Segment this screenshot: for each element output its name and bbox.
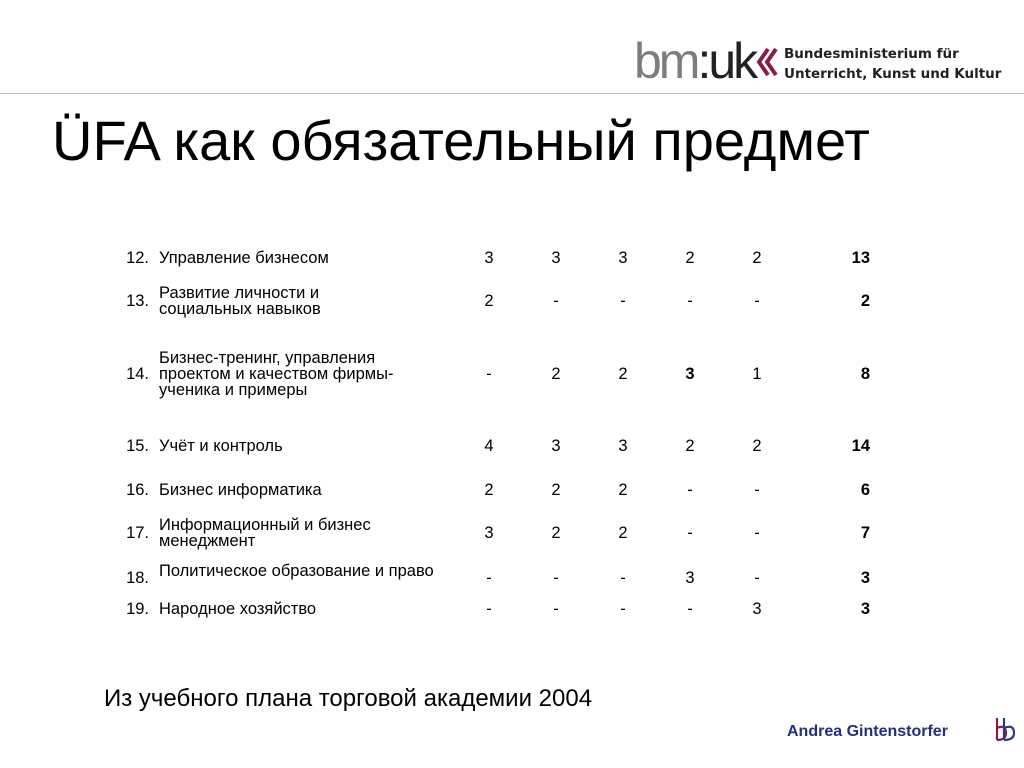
author-name: Andrea Gintenstorfer bbox=[787, 723, 948, 740]
hours-year-1: 3 bbox=[484, 524, 494, 542]
subject-name: Бизнес информатика bbox=[159, 481, 322, 499]
ministry-logo bbox=[628, 33, 1002, 89]
hours-year-1: 4 bbox=[484, 437, 494, 455]
hours-year-5: 2 bbox=[752, 437, 762, 455]
hours-year-3: - bbox=[620, 600, 626, 618]
hours-total: 8 bbox=[860, 365, 870, 383]
hours-year-5: - bbox=[754, 569, 760, 587]
hours-total: 13 bbox=[851, 249, 870, 267]
hours-year-2: - bbox=[553, 292, 559, 310]
hours-year-2: 2 bbox=[551, 524, 561, 542]
hours-year-4: 2 bbox=[685, 249, 695, 267]
hours-year-3: 3 bbox=[618, 437, 628, 455]
hours-year-3: 2 bbox=[618, 524, 628, 542]
hours-year-2: - bbox=[553, 600, 559, 618]
hours-year-2: 2 bbox=[551, 481, 561, 499]
hours-year-2: - bbox=[553, 569, 559, 587]
hours-year-5: - bbox=[754, 481, 760, 499]
subject-name: Информационный и бизнес менеджмент bbox=[159, 516, 371, 550]
hours-year-2: 3 bbox=[551, 437, 561, 455]
logo-wordmark: bm:uk bbox=[634, 33, 756, 89]
hours-year-2: 3 bbox=[551, 249, 561, 267]
hours-year-1: - bbox=[486, 569, 492, 587]
hours-year-5: - bbox=[754, 524, 760, 542]
logo-text: Bundesministerium für Unterricht, Kunst und Kultur bbox=[784, 46, 1002, 82]
hours-total: 2 bbox=[860, 292, 870, 310]
subject-name: Развитие личности и социальных навыков bbox=[159, 284, 321, 318]
hours-year-5: 1 bbox=[752, 365, 762, 383]
row-number: 18. bbox=[126, 569, 149, 587]
hours-year-4: - bbox=[687, 481, 693, 499]
hours-year-4: - bbox=[687, 600, 693, 618]
hours-total: 14 bbox=[851, 437, 870, 455]
hours-year-1: - bbox=[486, 600, 492, 618]
hours-year-4: 2 bbox=[685, 437, 695, 455]
row-number: 12. bbox=[126, 249, 149, 267]
header-divider bbox=[0, 93, 1024, 94]
hours-year-3: 3 bbox=[618, 249, 628, 267]
hours-year-4: 3 bbox=[685, 569, 695, 587]
hours-year-5: - bbox=[754, 292, 760, 310]
row-number: 17. bbox=[126, 524, 149, 542]
subject-name: Управление бизнесом bbox=[159, 249, 329, 267]
hours-year-2: 2 bbox=[551, 365, 561, 383]
bb-logo-icon bbox=[994, 716, 1018, 742]
row-number: 16. bbox=[126, 481, 149, 499]
hours-year-5: 2 bbox=[752, 249, 762, 267]
hours-year-1: 2 bbox=[484, 481, 494, 499]
subject-name: Бизнес-тренинг, управления проектом и качеством фирмы-ученика и примеры bbox=[159, 349, 394, 399]
hours-year-1: - bbox=[486, 365, 492, 383]
subject-name: Народное хозяйство bbox=[159, 600, 317, 618]
hours-year-1: 2 bbox=[484, 292, 494, 310]
hours-year-3: - bbox=[620, 569, 626, 587]
hours-year-1: 3 bbox=[484, 249, 494, 267]
slide-title: ÜFA как обязательный предмет bbox=[52, 109, 870, 172]
logo-chevron-icon bbox=[756, 47, 778, 77]
source-caption: Из учебного плана торговой академии 2004 bbox=[104, 685, 593, 712]
hours-total: 3 bbox=[860, 600, 870, 618]
hours-total: 3 bbox=[860, 569, 870, 587]
hours-year-4: 3 bbox=[685, 365, 695, 383]
hours-year-3: 2 bbox=[618, 481, 628, 499]
hours-year-5: 3 bbox=[752, 600, 762, 618]
hours-year-4: - bbox=[687, 524, 693, 542]
row-number: 15. bbox=[126, 437, 149, 455]
row-number: 14. bbox=[126, 365, 149, 383]
subject-name: Политическое образование и право bbox=[159, 562, 434, 580]
hours-year-3: - bbox=[620, 292, 626, 310]
row-number: 13. bbox=[126, 292, 149, 310]
hours-year-4: - bbox=[687, 292, 693, 310]
hours-total: 6 bbox=[860, 481, 870, 499]
hours-year-3: 2 bbox=[618, 365, 628, 383]
subject-name: Учёт и контроль bbox=[159, 437, 283, 455]
row-number: 19. bbox=[126, 600, 149, 618]
hours-total: 7 bbox=[860, 524, 870, 542]
